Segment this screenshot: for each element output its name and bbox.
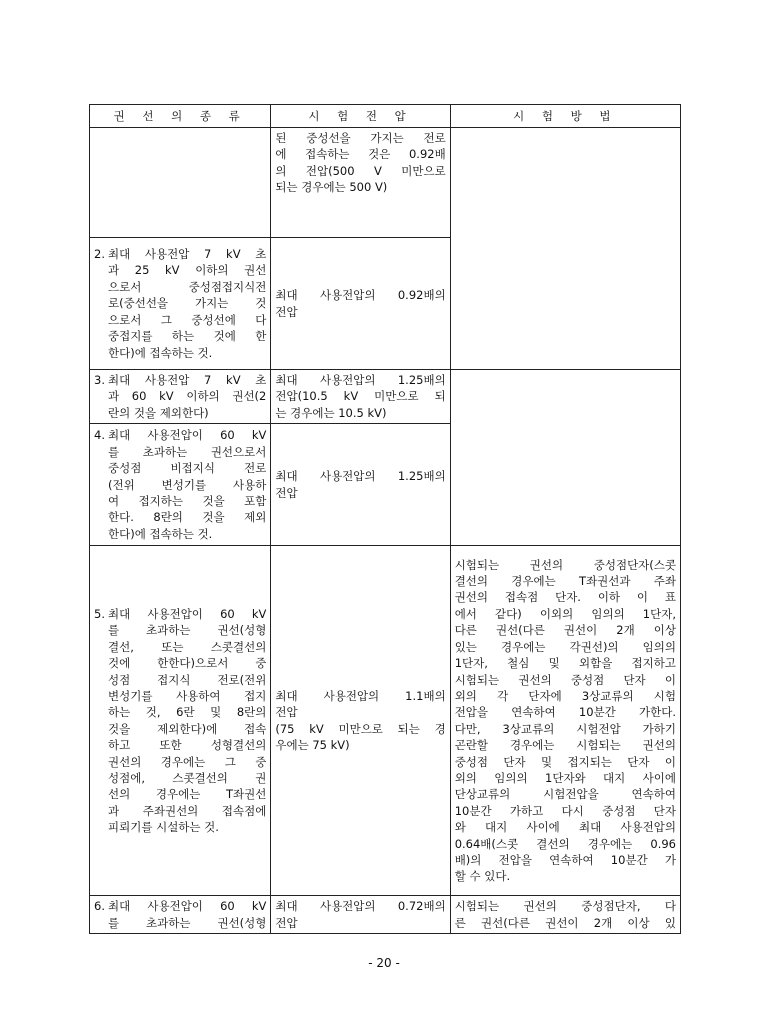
method-line: 곤란할 경우에는 시험되는 권선의 bbox=[454, 738, 676, 753]
type-line: 결선, 또는 스콧결선의 bbox=[108, 639, 267, 654]
type-line: 를 초과하는 권선(성형 bbox=[108, 623, 267, 638]
type-line: 란의 것을 제외한다) bbox=[108, 405, 209, 420]
voltage-line: 되는 경우에는 500 V) bbox=[275, 180, 388, 195]
test-voltage-cell bbox=[271, 370, 450, 424]
table-row bbox=[90, 896, 681, 934]
type-line: 으로서 중성점접지식전 bbox=[108, 279, 267, 294]
page-number: - 20 - bbox=[368, 956, 400, 970]
voltage-line: 전압 bbox=[275, 705, 298, 720]
item-number: 5. bbox=[94, 606, 105, 621]
test-method-cell bbox=[450, 128, 680, 370]
method-line: 배)의 전압을 연속하여 10분간 가 bbox=[454, 852, 676, 867]
type-line: 과 주좌권선의 접속점에 bbox=[108, 803, 267, 818]
method-line: 외의 각 단자에 3상교류의 시험 bbox=[454, 688, 676, 703]
voltage-line: 최대 사용전압의 1.1배의 bbox=[275, 688, 446, 703]
method-line: 와 대지 사이에 최대 사용전압의 bbox=[454, 820, 676, 835]
type-line: 여 접지하는 것을 포함 bbox=[108, 493, 267, 508]
type-line: 최대 사용전압이 60 kV bbox=[108, 606, 267, 621]
voltage-line: 전압(10.5 kV 미만으로 되 bbox=[275, 389, 446, 404]
voltage-line: 된 중성선을 가지는 전로 bbox=[275, 131, 446, 145]
method-line: 단상교류의 시험전압을 연속하여 bbox=[454, 787, 676, 802]
method-line: 시험되는 권선의 중성점단자(스콧 bbox=[454, 557, 676, 572]
method-line: 중성점 단자 및 접지되는 단자 이 bbox=[454, 754, 676, 769]
method-line: 10분간 가하고 다시 중성점 단자 bbox=[454, 803, 676, 818]
method-line: 전압을 연속하여 10분간 가한다. bbox=[454, 705, 676, 720]
table-header-row bbox=[90, 105, 681, 128]
method-line: 시험되는 권선의 중성점 단자 이 bbox=[454, 672, 676, 687]
test-voltage-cell bbox=[271, 424, 450, 546]
test-voltage-table bbox=[89, 104, 681, 934]
test-voltage-cell bbox=[271, 546, 450, 896]
voltage-line: 전압 bbox=[275, 304, 298, 319]
type-line: 최대 사용전압 7 kV 초 bbox=[108, 247, 267, 262]
type-line: 과 25 kV 이하의 권선 bbox=[108, 263, 267, 278]
method-line: 있는 경우에는 각권선)의 임의의 bbox=[454, 639, 676, 654]
test-voltage-cell bbox=[271, 238, 450, 370]
winding-type-cell bbox=[90, 238, 271, 370]
method-line: 에서 같다) 이외의 임의의 1단자, bbox=[454, 606, 676, 621]
voltage-line: 는 경우에는 10.5 kV) bbox=[275, 405, 387, 420]
item-number: 6. bbox=[94, 899, 105, 914]
voltage-line: 에 접속하는 것은 0.92배 bbox=[275, 147, 446, 162]
type-line: 를 초과하는 권선(성형 bbox=[108, 915, 267, 930]
voltage-line: 최대 사용전압의 0.92배의 bbox=[275, 288, 446, 303]
type-line: 하는 것, 6란 및 8란의 bbox=[108, 705, 267, 720]
item-number: 4. bbox=[94, 428, 105, 443]
test-voltage-cell bbox=[271, 896, 450, 934]
method-line: 권선의 접속점 단자. 이하 이 표 bbox=[454, 590, 676, 605]
type-line: 한다. 8란의 것을 제외 bbox=[108, 510, 267, 525]
method-line: 시험되는 권선의 중성점단자, 다 bbox=[454, 899, 676, 914]
table-row bbox=[90, 546, 681, 896]
type-line: 한다)에 접속하는 것. bbox=[108, 345, 213, 360]
test-method-cell bbox=[450, 546, 680, 896]
voltage-line: 최대 사용전압의 0.72배의 bbox=[275, 899, 446, 914]
test-voltage-cell bbox=[271, 128, 450, 238]
type-line: 성점에, 스콧결선의 권 bbox=[108, 770, 267, 785]
voltage-line: 최대 사용전압의 1.25배의 bbox=[275, 469, 446, 484]
type-line: 한다)에 접속하는 것. bbox=[108, 526, 213, 541]
header-test-method: 시 험 방 법 bbox=[450, 105, 680, 128]
method-line: 다만, 3상교류의 시험전압 가하기 bbox=[454, 721, 676, 736]
voltage-line: 우에는 75 kV) bbox=[275, 738, 350, 753]
type-line: 로(중선선을 가지는 것 bbox=[108, 296, 267, 311]
type-line: 으로서 그 중성선에 다 bbox=[108, 312, 267, 327]
type-line: 를 초과하는 권선으로서 bbox=[108, 444, 267, 459]
winding-type-cell bbox=[90, 546, 271, 896]
method-line: 외의 임의의 1단자와 대지 사이에 bbox=[454, 770, 676, 785]
winding-type-cell bbox=[90, 128, 271, 238]
winding-type-cell bbox=[90, 896, 271, 934]
type-line: 과 60 kV 이하의 권선(2 bbox=[108, 389, 267, 404]
item-number: 3. bbox=[94, 373, 105, 387]
type-line: 중접지를 하는 것에 한 bbox=[108, 329, 267, 344]
type-line: 최대 사용전압이 60 kV bbox=[108, 428, 267, 443]
type-line: 최대 사용전압이 60 kV bbox=[108, 899, 267, 914]
test-method-cell bbox=[450, 370, 680, 546]
header-test-voltage: 시 험 전 압 bbox=[271, 105, 450, 128]
winding-type-cell bbox=[90, 370, 271, 424]
voltage-line: 의 전압(500 V 미만으로 bbox=[275, 163, 446, 178]
method-line: 다른 권선(다른 권선이 2개 이상 bbox=[454, 623, 676, 638]
table-row bbox=[90, 128, 681, 238]
voltage-line: 최대 사용전압의 1.25배의 bbox=[275, 373, 446, 387]
voltage-line: (75 kV 미만으로 되는 경 bbox=[275, 721, 446, 736]
test-method-cell bbox=[450, 896, 680, 934]
method-line: 1단자, 철심 및 외함을 접지하고 bbox=[454, 656, 676, 671]
item-number: 2. bbox=[94, 247, 105, 262]
method-line: 결선의 경우에는 T좌권선과 주좌 bbox=[454, 574, 676, 589]
method-line: 0.64배(스콧 결선의 경우에는 0.96 bbox=[454, 836, 676, 851]
type-line: 선의 경우에는 T좌권선 bbox=[108, 787, 267, 802]
type-line: 권선의 경우에는 그 중 bbox=[108, 754, 267, 769]
voltage-line: 전압 bbox=[275, 485, 298, 500]
type-line: 최대 사용전압 7 kV 초 bbox=[108, 373, 267, 387]
type-line: 것을 제외한다)에 접속 bbox=[108, 721, 267, 736]
type-line: 하고 또한 성형결선의 bbox=[108, 738, 267, 753]
type-line: 중성점 비접지식 전로 bbox=[108, 461, 267, 476]
method-line: 른 권선(다른 권선이 2개 이상 있 bbox=[454, 915, 676, 930]
table-row bbox=[90, 370, 681, 424]
winding-type-cell bbox=[90, 424, 271, 546]
type-line: (전위 변성기를 사용하 bbox=[108, 477, 267, 492]
method-line: 할 수 있다. bbox=[454, 869, 511, 884]
voltage-line: 전압 bbox=[275, 915, 298, 930]
type-line: 피뢰기를 시설하는 것. bbox=[108, 820, 219, 835]
type-line: 것에 한한다)으로서 중 bbox=[108, 656, 267, 671]
header-winding-type: 권 선 의 종 류 bbox=[90, 105, 271, 128]
type-line: 성점 접지식 전로(전위 bbox=[108, 672, 267, 687]
type-line: 변성기를 사용하여 접지 bbox=[108, 688, 267, 703]
